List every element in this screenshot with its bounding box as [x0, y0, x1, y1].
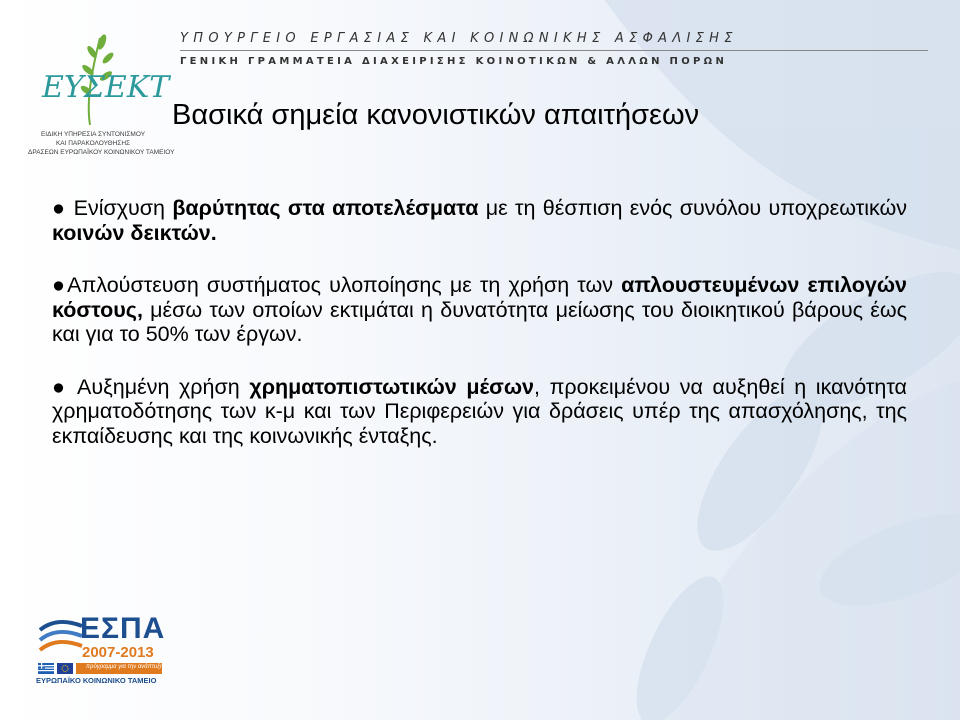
eu-flag-icon	[57, 663, 73, 674]
bullet-text: , προκειμένου να αυξηθεί η ικανότητα χρηματοδότησης των κ-μ και των Περιφερειών για δράσεις υπέρ της απασχόλησης, της εκπαίδευσης και της κοινωνικής ένταξης.	[52, 374, 907, 448]
espa-years: 2007-2013	[82, 644, 154, 661]
slide-title: Βασικά σημεία κανονιστικών απαιτήσεων	[172, 99, 700, 131]
logo-subtitle-line: ΚΑΙ ΠΑΡΑΚΟΛΟΥΘΗΣΗΣ	[55, 140, 131, 147]
ministry-name: ΥΠΟΥΡΓΕΙΟ ΕΡΓΑΣΙΑΣ ΚΑΙ ΚΟΙΝΩΝΙΚΗΣ ΑΣΦΑΛΙΣΗΣ	[180, 31, 738, 46]
bullet-text: ● Ενίσχυση	[52, 196, 173, 220]
logo-name: ΕΥΣΕΚΤ	[42, 70, 170, 105]
logo-subtitle-line: ΕΙΔΙΚΗ ΥΠΗΡΕΣΙΑ ΣΥΝΤΟΝΙΣΜΟΥ	[40, 131, 146, 138]
bullet-bold-text: κοινών δεικτών.	[52, 220, 217, 245]
logo-subtitle	[28, 130, 175, 157]
bullet-bold-text: χρηματοπιστωτικών μέσων	[249, 374, 534, 399]
espa-waves-icon	[36, 612, 86, 662]
eysekt-logo	[28, 30, 175, 170]
greek-flag-icon	[38, 663, 54, 674]
header-divider	[180, 50, 928, 51]
espa-fund-name: ΕΥΡΩΠΑΪΚΟ ΚΟΙΝΩΝΙΚΟ ΤΑΜΕΙΟ	[36, 676, 157, 685]
bullet-bold-text: απλουστευμένων επιλογών κόστους,	[52, 273, 907, 322]
espa-logo	[30, 608, 170, 688]
bullet-text: με τη θέσπιση ενός συνόλου υποχρεωτικών	[478, 196, 908, 220]
bullet-results-emphasis	[52, 196, 907, 245]
bullet-list	[52, 196, 907, 476]
espa-name: ΕΣΠΑ	[80, 612, 166, 645]
bullet-text: ● Αυξημένη χρήση	[52, 374, 250, 399]
bullet-text: ●Απλούστευση συστήματος υλοποίησης με τη χρήση των	[52, 273, 622, 297]
bullet-financial-instruments	[52, 375, 907, 449]
bullet-simplification	[52, 273, 907, 347]
logo-subtitle-line: ΔΡΑΣΕΩΝ ΕΥΡΩΠΑΪΚΟΥ ΚΟΙΝΩΝΙΚΟΥ ΤΑΜΕΙΟΥ	[28, 149, 175, 156]
general-secretariat-name: ΓΕΝΙΚΗ ΓΡΑΜΜΑΤΕΙΑ ΔΙΑΧΕΙΡΙΣΗΣ ΚΟΙΝΟΤΙΚΩΝ & ΑΛΛΩΝ ΠΟΡΩΝ	[180, 56, 728, 67]
bullet-bold-text: βαρύτητας στα αποτελέσματα	[172, 196, 479, 220]
bullet-text: μέσω των οποίων εκτιμάται η δυνατότητα μείωσης του διοικητικού βάρους έως και για το 50% των έργων.	[52, 297, 907, 346]
espa-tagline: πρόγραμμα για την ανάπτυξη	[86, 664, 164, 670]
